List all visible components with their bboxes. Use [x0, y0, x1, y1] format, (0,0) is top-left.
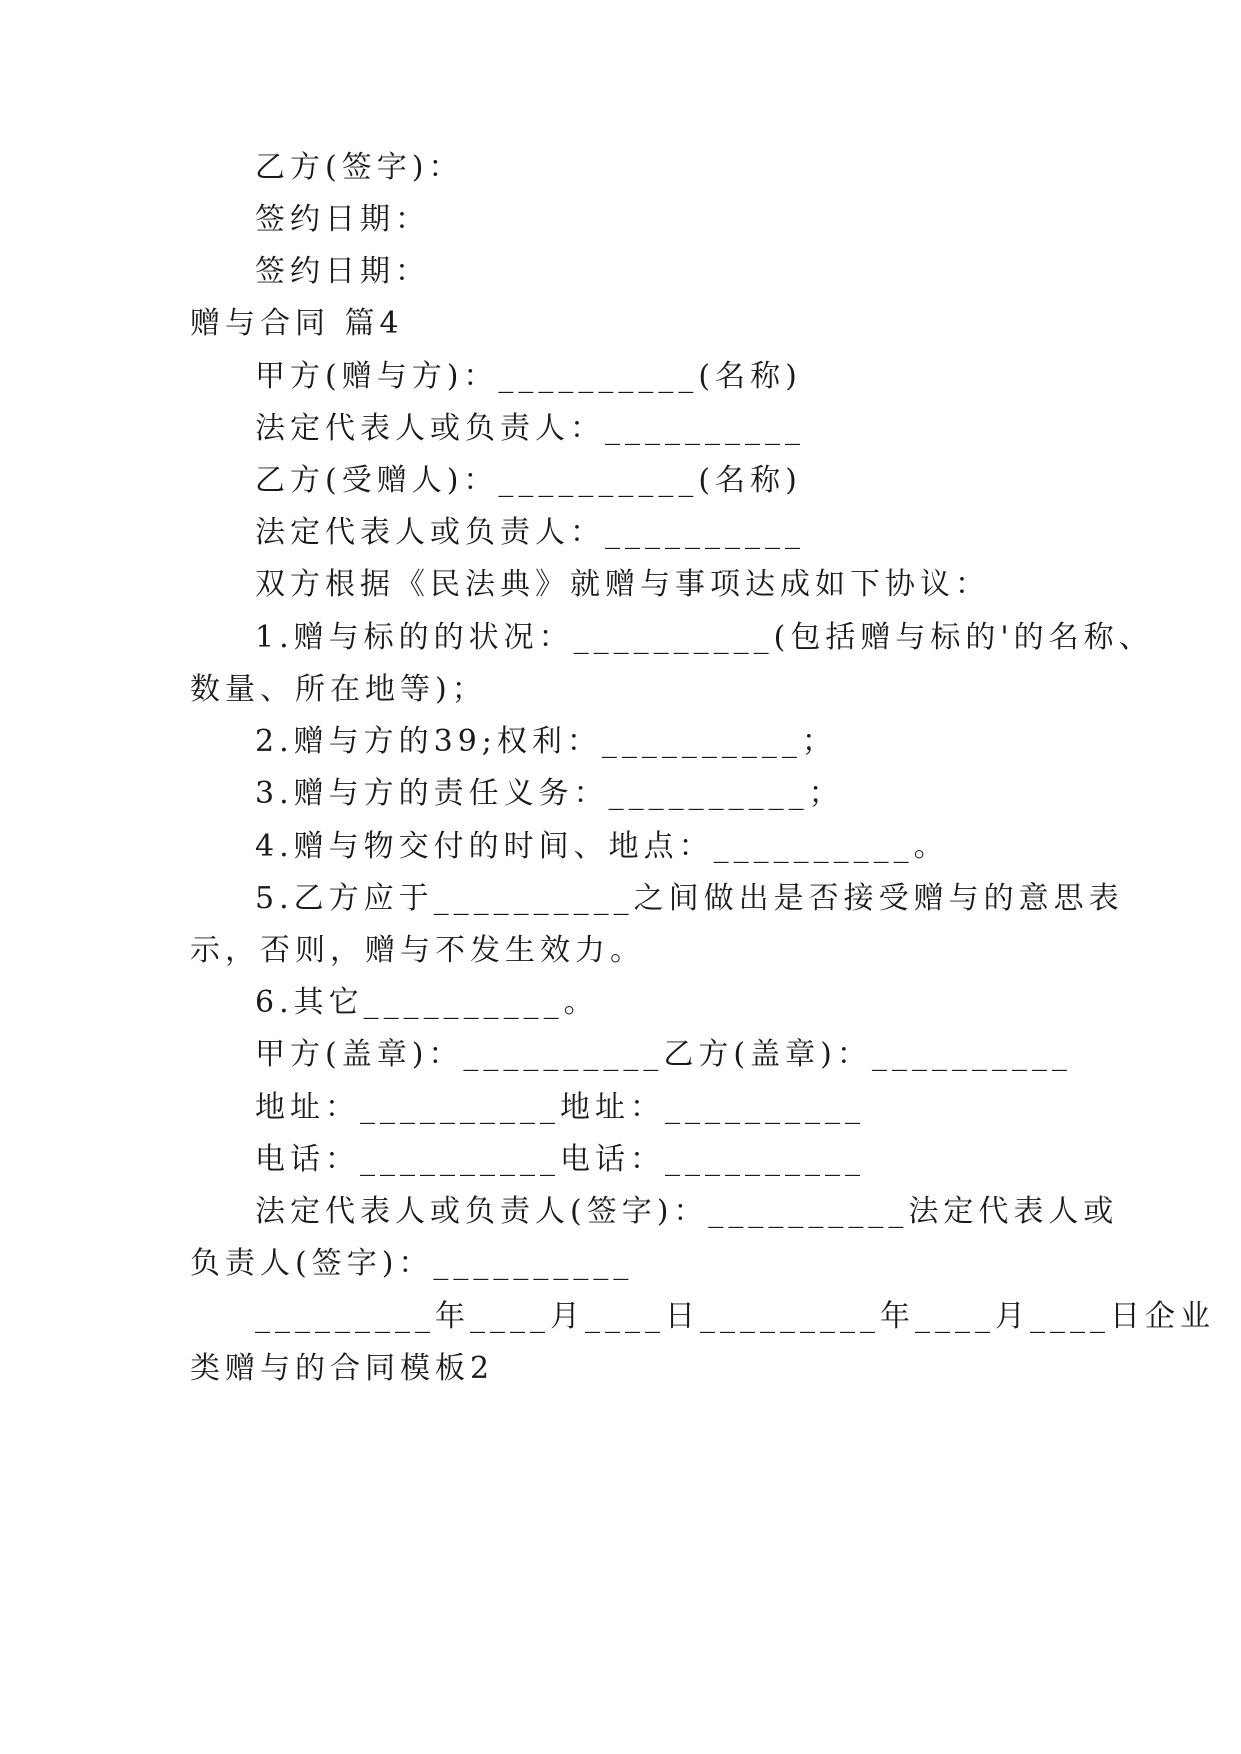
- agreement-intro-line: 双方根据《民法典》就赠与事项达成如下协议：: [255, 567, 990, 602]
- legal-representative-line: 法定代表人或负责人：__________: [255, 515, 805, 550]
- date-line: _________年____月____日_________年____月____日企业: [255, 1299, 1215, 1334]
- clause-5-line: 5.乙方应于__________之间做出是否接受赠与的意思表: [255, 881, 1124, 916]
- clause-2-line: 2.赠与方的39;权利：__________；: [255, 724, 837, 759]
- legal-representative-line: 法定代表人或负责人：__________: [255, 411, 805, 446]
- signing-date-line: 签约日期：: [255, 202, 430, 237]
- representative-signature-continuation-line: 负责人(签字)：__________: [190, 1246, 634, 1281]
- seal-line: 甲方(盖章)：__________乙方(盖章)：__________: [255, 1037, 1072, 1072]
- party-a-line: 甲方(赠与方)：__________(名称): [255, 359, 802, 394]
- clause-1-continuation-line: 数量、所在地等)；: [190, 672, 487, 707]
- section-heading: 赠与合同 篇4: [190, 306, 404, 341]
- clause-3-line: 3.赠与方的责任义务：__________；: [255, 776, 844, 811]
- party-b-line: 乙方(受赠人)：__________(名称): [255, 463, 802, 498]
- clause-1-line: 1.赠与标的的状况：__________(包括赠与标的'的名称、: [255, 620, 1154, 655]
- template-title-line: 类赠与的合同模板2: [190, 1351, 495, 1386]
- phone-line: 电话：__________电话：__________: [255, 1142, 865, 1177]
- clause-4-line: 4.赠与物交付的时间、地点：__________。: [255, 829, 949, 864]
- clause-5-continuation-line: 示，否则，赠与不发生效力。: [190, 933, 645, 968]
- representative-signature-line: 法定代表人或负责人(签字)：__________法定代表人或: [255, 1194, 1119, 1229]
- address-line: 地址：__________地址：__________: [255, 1090, 865, 1125]
- party-b-signature-line: 乙方(签字)：: [255, 150, 464, 185]
- clause-6-line: 6.其它__________。: [255, 985, 599, 1020]
- signing-date-line: 签约日期：: [255, 254, 430, 289]
